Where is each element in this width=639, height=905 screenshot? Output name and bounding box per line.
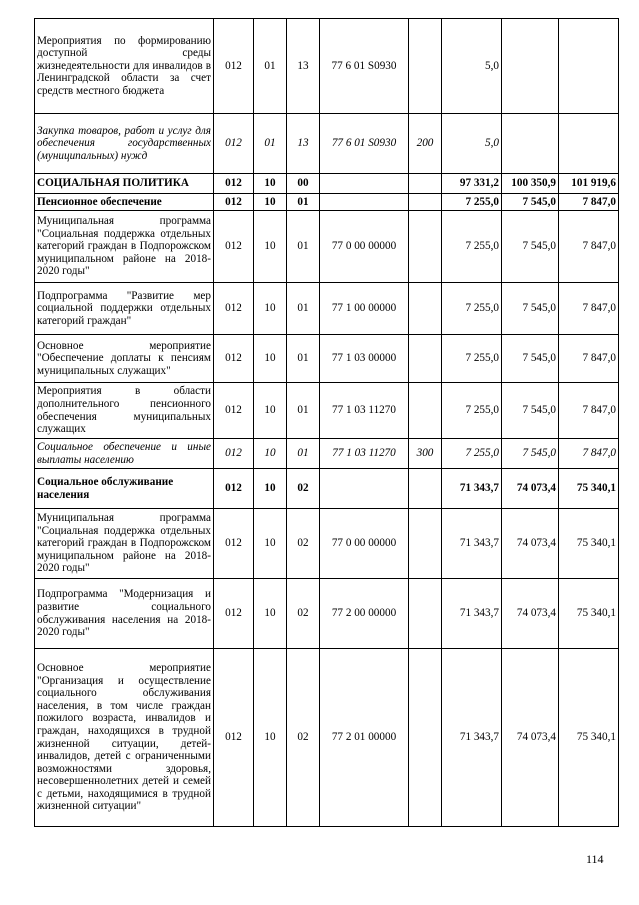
table-row (35, 194, 619, 211)
cell-subsection: 00 (287, 174, 320, 194)
cell-amount-2020: 75 340,1 (559, 509, 619, 579)
cell-section: 10 (254, 439, 287, 469)
cell-expense-type (409, 19, 442, 114)
cell-expense-type (409, 469, 442, 509)
cell-amount-2018: 7 255,0 (442, 335, 502, 383)
cell-name: Муниципальная программа "Социальная поддержка отдельных категорий граждан в Подпорожском муниципальном районе на 2018-2020 годы" (35, 509, 214, 579)
cell-amount-2019: 7 545,0 (502, 383, 559, 439)
cell-section: 10 (254, 283, 287, 335)
cell-section: 10 (254, 469, 287, 509)
cell-subsection: 01 (287, 439, 320, 469)
cell-subsection: 13 (287, 114, 320, 174)
table-row (35, 211, 619, 283)
page-number: 114 (586, 852, 604, 866)
cell-subsection: 02 (287, 579, 320, 649)
cell-target-article (320, 174, 409, 194)
table-row (35, 114, 619, 174)
cell-amount-2018: 5,0 (442, 19, 502, 114)
cell-amount-2020 (559, 19, 619, 114)
cell-target-article: 77 6 01 S0930 (320, 114, 409, 174)
cell-target-article: 77 2 00 00000 (320, 579, 409, 649)
cell-amount-2018: 71 343,7 (442, 509, 502, 579)
cell-target-article: 77 0 00 00000 (320, 509, 409, 579)
cell-section: 10 (254, 579, 287, 649)
cell-amount-2018: 7 255,0 (442, 211, 502, 283)
cell-ved: 012 (214, 649, 254, 827)
cell-expense-type (409, 649, 442, 827)
cell-section: 10 (254, 649, 287, 827)
cell-ved: 012 (214, 211, 254, 283)
cell-amount-2018: 7 255,0 (442, 283, 502, 335)
table-row (35, 335, 619, 383)
cell-name: Подпрограмма "Развитие мер социальной поддержки отдельных категорий граждан" (35, 283, 214, 335)
cell-section: 01 (254, 114, 287, 174)
cell-amount-2019: 7 545,0 (502, 283, 559, 335)
cell-section: 10 (254, 335, 287, 383)
cell-target-article: 77 6 01 S0930 (320, 19, 409, 114)
cell-target-article: 77 1 03 11270 (320, 383, 409, 439)
cell-amount-2018: 7 255,0 (442, 439, 502, 469)
cell-expense-type: 200 (409, 114, 442, 174)
cell-ved: 012 (214, 383, 254, 439)
cell-amount-2018: 71 343,7 (442, 469, 502, 509)
cell-subsection: 01 (287, 383, 320, 439)
budget-table (34, 18, 619, 827)
cell-amount-2020: 7 847,0 (559, 383, 619, 439)
cell-amount-2020: 7 847,0 (559, 194, 619, 211)
cell-section: 10 (254, 383, 287, 439)
cell-name: Подпрограмма "Модернизация и развитие социального обслуживания населения на 2018-2020 годы" (35, 579, 214, 649)
cell-target-article: 77 1 00 00000 (320, 283, 409, 335)
table-row (35, 19, 619, 114)
cell-target-article: 77 2 01 00000 (320, 649, 409, 827)
cell-amount-2018: 7 255,0 (442, 383, 502, 439)
cell-name: Социальное обеспечение и иные выплаты населению (35, 439, 214, 469)
cell-subsection: 02 (287, 469, 320, 509)
cell-expense-type (409, 174, 442, 194)
cell-amount-2020: 75 340,1 (559, 469, 619, 509)
cell-subsection: 01 (287, 335, 320, 383)
cell-ved: 012 (214, 283, 254, 335)
cell-subsection: 02 (287, 649, 320, 827)
cell-section: 01 (254, 19, 287, 114)
cell-amount-2019: 7 545,0 (502, 335, 559, 383)
table-row (35, 283, 619, 335)
cell-amount-2020 (559, 114, 619, 174)
cell-name: Основное мероприятие "Обеспечение доплаты к пенсиям муниципальных служащих" (35, 335, 214, 383)
cell-amount-2020: 101 919,6 (559, 174, 619, 194)
cell-name: Мероприятия в области дополнительного пенсионного обеспечения муниципальных служащих (35, 383, 214, 439)
cell-expense-type (409, 283, 442, 335)
cell-amount-2019: 7 545,0 (502, 439, 559, 469)
cell-name: Закупка товаров, работ и услуг для обеспечения государственных (муниципальных) нужд (35, 114, 214, 174)
cell-section: 10 (254, 194, 287, 211)
cell-target-article: 77 1 03 11270 (320, 439, 409, 469)
cell-ved: 012 (214, 439, 254, 469)
cell-section: 10 (254, 509, 287, 579)
cell-name: Основное мероприятие "Организация и осуществление социального обслуживания населения, в том числе граждан пожилого возраста, инвалидов и граждан, находящихся в трудной жизненной ситуации, детей-инвалидов, детей с ограниченными возможностями здоровья, несовершеннолетних детей и семей с детьми, находящимися в трудной жизненной ситуации" (35, 649, 214, 827)
cell-name: Мероприятия по формированию доступной среды жизнедеятельности для инвалидов в Ленинградской области за счет средств местного бюджета (35, 19, 214, 114)
cell-ved: 012 (214, 194, 254, 211)
cell-expense-type (409, 509, 442, 579)
cell-ved: 012 (214, 174, 254, 194)
table-row (35, 579, 619, 649)
cell-target-article (320, 469, 409, 509)
cell-amount-2019: 7 545,0 (502, 211, 559, 283)
cell-amount-2020: 7 847,0 (559, 439, 619, 469)
cell-target-article (320, 194, 409, 211)
cell-section: 10 (254, 174, 287, 194)
cell-expense-type: 300 (409, 439, 442, 469)
cell-name: Муниципальная программа "Социальная поддержка отдельных категорий граждан в Подпорожском муниципальном районе на 2018-2020 годы" (35, 211, 214, 283)
cell-amount-2018: 7 255,0 (442, 194, 502, 211)
cell-ved: 012 (214, 114, 254, 174)
cell-amount-2019: 100 350,9 (502, 174, 559, 194)
cell-target-article: 77 1 03 00000 (320, 335, 409, 383)
cell-name: Пенсионное обеспечение (35, 194, 214, 211)
cell-expense-type (409, 211, 442, 283)
table-row (35, 174, 619, 194)
cell-expense-type (409, 335, 442, 383)
cell-subsection: 13 (287, 19, 320, 114)
table-row (35, 469, 619, 509)
cell-amount-2018: 5,0 (442, 114, 502, 174)
cell-ved: 012 (214, 19, 254, 114)
cell-ved: 012 (214, 509, 254, 579)
table-row (35, 509, 619, 579)
cell-amount-2019: 74 073,4 (502, 509, 559, 579)
cell-amount-2020: 7 847,0 (559, 283, 619, 335)
cell-target-article: 77 0 00 00000 (320, 211, 409, 283)
cell-ved: 012 (214, 579, 254, 649)
cell-name: Социальное обслуживание населения (35, 469, 214, 509)
cell-ved: 012 (214, 335, 254, 383)
cell-amount-2020: 75 340,1 (559, 579, 619, 649)
table-row (35, 439, 619, 469)
table-row (35, 383, 619, 439)
cell-subsection: 02 (287, 509, 320, 579)
cell-amount-2020: 7 847,0 (559, 335, 619, 383)
cell-amount-2018: 71 343,7 (442, 579, 502, 649)
cell-subsection: 01 (287, 283, 320, 335)
cell-amount-2019 (502, 19, 559, 114)
cell-amount-2018: 71 343,7 (442, 649, 502, 827)
cell-name: СОЦИАЛЬНАЯ ПОЛИТИКА (35, 174, 214, 194)
cell-expense-type (409, 383, 442, 439)
cell-amount-2019: 74 073,4 (502, 579, 559, 649)
cell-expense-type (409, 579, 442, 649)
cell-subsection: 01 (287, 211, 320, 283)
cell-expense-type (409, 194, 442, 211)
cell-ved: 012 (214, 469, 254, 509)
cell-amount-2020: 7 847,0 (559, 211, 619, 283)
cell-amount-2020: 75 340,1 (559, 649, 619, 827)
cell-amount-2019 (502, 114, 559, 174)
cell-amount-2018: 97 331,2 (442, 174, 502, 194)
cell-section: 10 (254, 211, 287, 283)
cell-amount-2019: 7 545,0 (502, 194, 559, 211)
cell-subsection: 01 (287, 194, 320, 211)
table-body (35, 19, 619, 827)
cell-amount-2019: 74 073,4 (502, 649, 559, 827)
table-row (35, 649, 619, 827)
cell-amount-2019: 74 073,4 (502, 469, 559, 509)
